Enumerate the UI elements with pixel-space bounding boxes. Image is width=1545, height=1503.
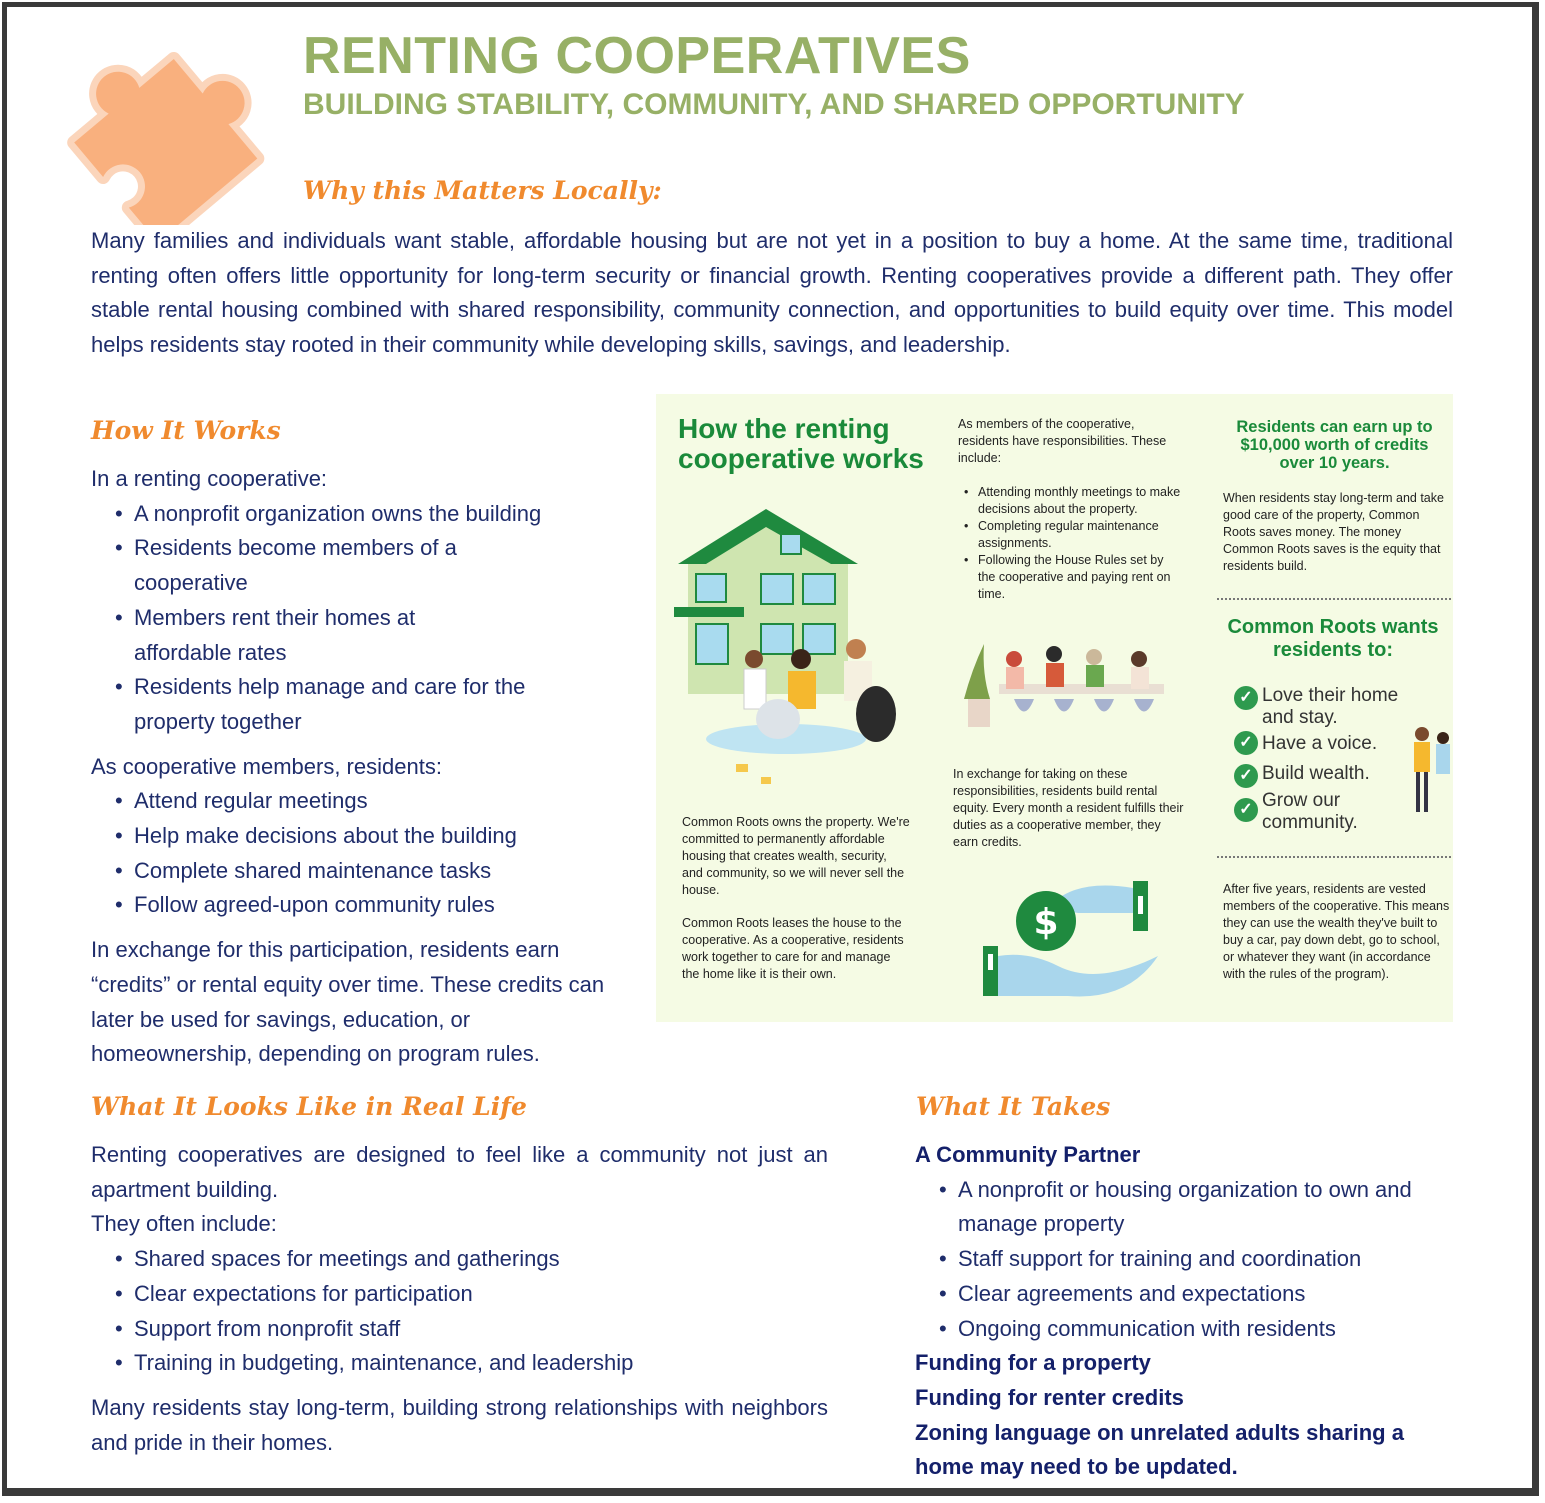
list-item: • Complete shared maintenance tasks — [91, 854, 651, 889]
list-item: • Members rent their homes at affordable rates — [91, 601, 491, 670]
list-item: • Follow agreed-upon community rules — [91, 888, 651, 923]
col2-intro: As members of the cooperative, residents have responsibilities. These include: — [958, 417, 1167, 465]
people-illustration — [1408, 724, 1453, 819]
infographic — [656, 394, 1453, 1022]
col1-para1: Common Roots owns the property. We're committed to permanently affordable housing that creates wealth, security, and community, so we will never sell the house. — [682, 815, 910, 897]
list-item: • Residents become members of a cooperative — [91, 531, 511, 600]
partner-heading: A Community Partner — [915, 1142, 1141, 1167]
list-item: • Clear agreements and expectations — [915, 1277, 1460, 1312]
credits-heading: Residents can earn up to $10,000 worth of credits over 10 years. — [1236, 418, 1433, 472]
members-intro: As cooperative members, residents: — [91, 753, 442, 779]
list-item: • Help make decisions about the building — [91, 819, 651, 854]
infographic-title: How the renting cooperative works — [678, 413, 924, 474]
list-item: • Shared spaces for meetings and gatherings — [91, 1242, 828, 1277]
check-icon: ✓ — [1234, 798, 1258, 822]
list-item: • Staff support for training and coordination — [915, 1242, 1460, 1277]
list-item: • Attend regular meetings — [91, 784, 651, 819]
takes-section — [915, 1138, 1460, 1485]
real-list — [91, 1242, 828, 1381]
list-item: • Attending monthly meetings to make decisions about the property. — [958, 484, 1183, 518]
list-item: • Following the House Rules set by the cooperative and paying rent on time. — [958, 552, 1183, 603]
exchange-paragraph: In exchange for this participation, residents earn “credits” or rental equity over time. These credits can later be used for savings, education, or homeownership, depending on program rules. — [91, 937, 605, 1067]
col3-para1: When residents stay long-term and take good care of the property, Common Roots saves money. The money Common Roots saves is the equity that residents build. — [1223, 491, 1444, 573]
check-icon: ✓ — [1234, 731, 1258, 755]
list-item: • A nonprofit organization owns the building — [91, 497, 651, 532]
list-item: • Ongoing communication with residents — [915, 1312, 1460, 1347]
members-list — [91, 784, 651, 923]
meeting-illustration — [954, 639, 1174, 739]
funding-property: Funding for a property — [915, 1350, 1151, 1376]
takes-list — [915, 1173, 1460, 1347]
list-item: • Support from nonprofit staff — [91, 1312, 828, 1347]
how-heading: How It Works — [91, 416, 281, 445]
real-life-heading: What It Looks Like in Real Life — [91, 1092, 527, 1121]
real-intro: Renting cooperatives are designed to feel like a community not just an apartment building. — [91, 1142, 828, 1202]
col2-list — [958, 484, 1183, 603]
col2-exchange: In exchange for taking on these responsibilities, residents build rental equity. Every month a resident fulfills their duties as a cooperative member, they earn credits. — [953, 767, 1184, 849]
list-item: • Completing regular maintenance assignments. — [958, 518, 1183, 552]
how-intro: In a renting cooperative: — [91, 466, 328, 491]
divider — [1217, 856, 1451, 858]
check-item: Grow our community. — [1262, 790, 1358, 833]
real-outro: Many residents stay long-term, building strong relationships with neighbors and pride in their homes. — [91, 1394, 828, 1455]
funding-credits: Funding for renter credits — [915, 1384, 1184, 1410]
real-life-section — [91, 1138, 828, 1460]
list-item: • Residents help manage and care for the property together — [91, 670, 611, 739]
list-item: • A nonprofit or housing organization to own and manage property — [915, 1173, 1435, 1242]
house-illustration — [666, 509, 926, 799]
puzzle-piece-icon — [52, 20, 277, 225]
divider — [1217, 598, 1451, 600]
col1-para2: Common Roots leases the house to the cooperative. As a cooperative, residents work together to care for and manage the home like it is their own. — [682, 916, 904, 981]
money-hands-illustration — [978, 876, 1168, 1001]
why-heading: Why this Matters Locally: — [303, 176, 662, 205]
takes-heading: What It Takes — [916, 1092, 1111, 1121]
check-icon: ✓ — [1234, 686, 1258, 710]
list-item: • Training in budgeting, maintenance, and leadership — [91, 1346, 828, 1381]
check-item: Have a voice. — [1262, 733, 1378, 754]
how-list — [91, 497, 651, 740]
real-intro2: They often include: — [91, 1211, 277, 1237]
list-item: • Clear expectations for participation — [91, 1277, 828, 1312]
why-paragraph: Many families and individuals want stable, affordable housing but are not yet in a position to buy a home. At the same time, traditional renting often offers little opportunity for long-term security or financial growth. Renting cooperatives provide a different path. They offer stable rental housing combined with shared responsibility, community connection, and opportunities to build equity over time. This model helps residents stay rooted in their community while developing skills, savings, and leadership. — [91, 228, 1453, 358]
page-subtitle: BUILDING STABILITY, COMMUNITY, AND SHARED OPPORTUNITY — [303, 88, 1245, 121]
col3-para2: After five years, residents are vested members of the cooperative. This means they can use the wealth they've built to buy a car, pay down debt, go to school, or whatever they want (in accordance with the rules of the program). — [1223, 882, 1450, 981]
how-section — [91, 462, 651, 1072]
page-title: RENTING COOPERATIVES — [303, 27, 971, 85]
wants-heading: Common Roots wants residents to: — [1227, 616, 1439, 661]
check-icon: ✓ — [1234, 764, 1258, 788]
zoning-note: Zoning language on unrelated adults sharing a home may need to be updated. — [915, 1419, 1404, 1480]
check-item: Love their home and stay. — [1262, 685, 1399, 728]
dollar-sign: $ — [1033, 902, 1059, 943]
check-item: Build wealth. — [1262, 763, 1370, 784]
